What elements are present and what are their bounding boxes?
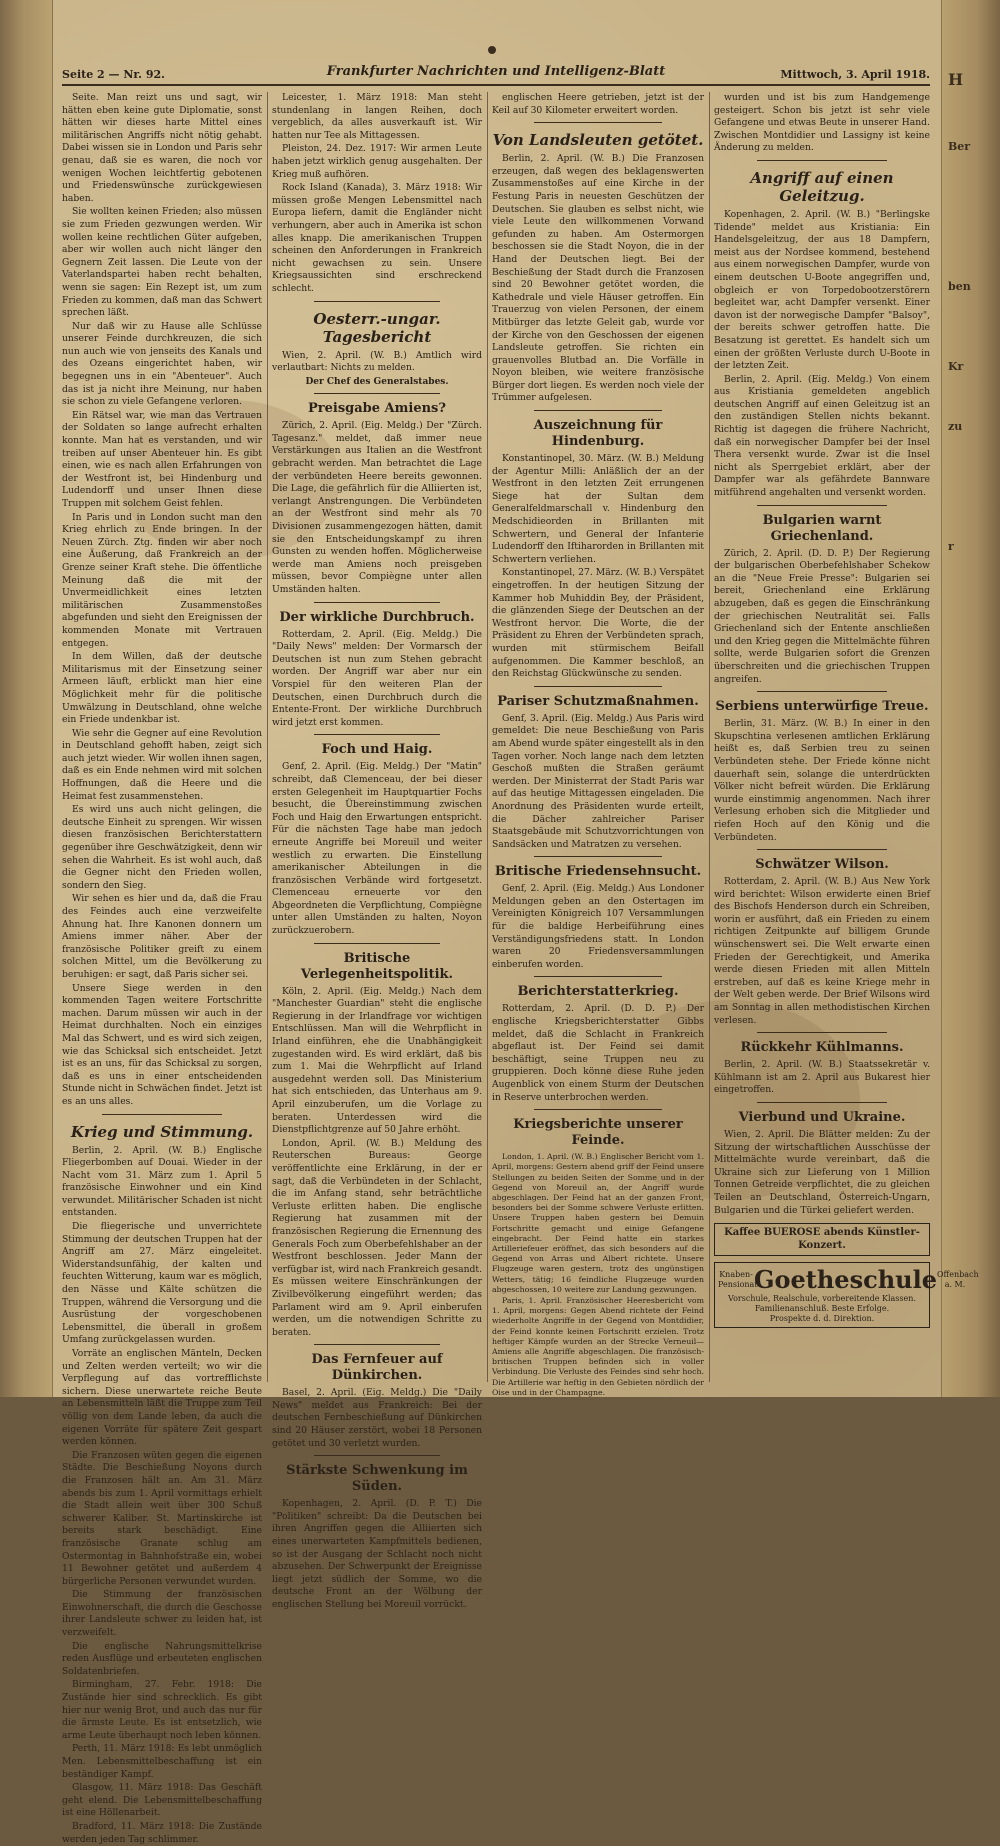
article-paragraph: In Paris und in London sucht man den Krieg ehrlich zu Ende bringen. In der Neuen Zürch. Ztg. finden wir aber noch eine Äußerung, daß Frankreich an der Grenze seiner Kraft stehe. Die öffentliche Meinung daß die mit der Unvermeidlichkeit eines letzten militärischen Zusammenstoßes abgefunden und sieht den Ereignissen der kommenden Monate mit Vertrauen entgegen. (62, 511, 262, 649)
section-rule (757, 160, 887, 161)
article-paragraph: Berlin, 31. März. (W. B.) In einer in den Skupschtina verlesenen amtlichen Erklärung heißt es, daß Serbien treu zu seinen Verbündeten stehe. Der Friede könne nicht dauerhaft sein, solange die unterdrückten Völker nicht befreit würden. Die Erklärung wurde einstimmig angenommen. Nach ihrer Verlesung erhoben sich die Mitglieder und riefen Hoch auf den König und die Verbündeten. (714, 718, 930, 843)
article-paragraph: Genf, 2. April. (Eig. Meldg.) Der "Matin" schreibt, daß Clemenceau, der bei dieser ersten Gelegenheit im Hauptquartier Fochs besucht, die Übereinstimmung zwischen Foch und Haig den Erwartungen entspricht. Für die nächsten Tage habe man jedoch erneute Angriffe bei Moreuil und weiter westlich zu erwarten. Die Einstellung amerikanischer Abteilungen in die französischen Verbände wird fortgesetzt. Clemenceau erneuerte vor den Abgeordneten die Verpflichtung, Compiègne unter allen Umständen zu halten, Noyon zurückzuerobern. (272, 761, 482, 937)
section-rule (534, 122, 661, 123)
article-paragraph: Berlin, 2. April. (W. B.) Staatssekretär v. Kühlmann ist am 2. April aus Bukarest hier eingetroffen. (714, 1059, 930, 1096)
headline: Stärkste Schwenkung im Süden. (286, 1463, 468, 1495)
article-paragraph: Seite. Man reizt uns und sagt, wir hätten eben keine gute Diplomatie, sonst hätten wir dieses harte Mittel eines militärischen Angriffs nicht nötig gehabt. Dabei wissen sie in London und Paris sehr genau, daß sie es waren, die noch vor wenigen Wochen leichtfertig gebotenen und Friedenswünsche zurückgewiesen haben. (62, 92, 262, 204)
column-divider (487, 92, 488, 1382)
binding-left-edge (0, 0, 53, 1397)
section-rule (314, 393, 440, 394)
section-rule (314, 943, 440, 944)
article-paragraph: Glasgow, 11. März 1918: Das Geschäft geht elend. Die Lebensmittelbeschaffung ist eine Höllenarbeit. (62, 1782, 262, 1819)
article-paragraph: Paris, 1. April. Französischer Heeresbericht vom 1. April, morgens: Gegen Abend richtete der Feind wiederholte Angriffe in der Gegend von Montdidier, der Feind konnte keinen Fortschritt erzielen. Trotz heftiger Kämpfe wurden an der Strecke Verneuil—Amiens alle Angriffe abgeschlagen. Die französisch-britischen Truppen befinden sich in voller Verbindung. Die Verluste des Feindes sind sehr hoch. Die Artillerie war heftig in den Gebieten nördlich der Oise und in der Champagne. (492, 1296, 704, 1397)
article-paragraph: Ein Rätsel war, wie man das Vertrauen der Soldaten so lange aufrecht erhalten konnte. Man hat es verstanden, und wir treiben auf unser Abenteuer hin. Es gibt einen, wie es nach allen Erfahrungen von der Westfront ist, bei Hindenburg und Ludendorff und unser Ihnen diese Truppen mit solchem Geist fehlen. (62, 409, 262, 509)
article-paragraph: Die fliegerische und unverrichtete Stimmung der deutschen Truppen hat der Angriff am 27. März eingeleitet. Widerstandsunfähig, der kalten und feuchten Witterung, kaum war es möglich, den Nässe und Kälte schützen die Truppen, während die Versorgung und die Ausrüstung der vorgeschobenen Lebensmittel, die überall in großem Umfang zurückgelassen wurden. (62, 1221, 262, 1346)
column-divider (709, 92, 710, 1382)
article-paragraph: Basel, 2. April. (Eig. Meldg.) Die "Daily News" meldet aus Frankreich: Bei der deutschen Fernbeschießung auf Dünkirchen sind 20 Häuser zerstört, wobei 18 Personen getötet und 30 verletzt wurden. (272, 1387, 482, 1449)
article-paragraph: Unsere Siege werden in den kommenden Tagen weitere Fortschritte machen. Darum müssen wir auch in der Heimat durchhalten. Noch ein einziges Mal das Schwert, und es wird sich zeigen, wie das Schicksal sich entscheidet. Jetzt ist es an uns, für das Schicksal zu sorgen, daß es uns in einer entscheidenden Stunde nicht in Schwächen findet. Jetzt ist es an uns alles. (62, 982, 262, 1107)
section-rule (534, 686, 661, 687)
section-rule (757, 849, 887, 850)
headline: Vierbund und Ukraine. (738, 1110, 906, 1125)
article-paragraph: Pleiston, 24. Dez. 1917: Wir armen Leute haben jetzt wirklich genug ausgehalten. Der Krieg muß aufhören. (272, 143, 482, 180)
article-paragraph: Wie sehr die Gegner auf eine Revolution in Deutschland gehofft haben, zeigt sich auch jetzt wieder. Wir wollen ihnen sagen, daß es ein Ende nehmen wird mit solchen Hoffnungen, daß die Heere und die Heimat fest zusammenstehen. (62, 727, 262, 802)
article-paragraph: Genf, 2. April. (Eig. Meldg.) Aus Londoner Meldungen geben an den Ostertagen im Vereinigten Königreich 107 Versammlungen für die baldige Herbeiführung eines Verständigungsfriedens statt. In London waren 20 Friedensversammlungen einberufen worden. (492, 883, 704, 970)
article-paragraph: Rotterdam, 2. April. (D. D. P.) Der englische Kriegsberichterstatter Gibbs meldet, daß die Schlacht in Frankreich abgeflaut ist. Der Feind sei damit beschäftigt, seine Truppen neu zu gruppieren. Doch könne diese Ruhe jeden Augenblick von einem Sturm der Deutschen in Reserve unterbrochen werden. (492, 1003, 704, 1103)
section-rule (314, 301, 440, 302)
article-paragraph: Kopenhagen, 2. April. (W. B.) "Berlingske Tidende" meldet aus Kristiania: Ein Handelsgeleitzug, der aus 18 Dampfern, meist aus der Nordsee kommend, bestehend aus einem norwegischen Dampfer, wurde von einem deutschen U-Boote angegriffen und, obgleich er von Torpedobootzerstörern begleitet war, acht Dampfer versenkt. Einer davon ist der norwegische Dampfer "Balsoy", der bereits schwer getroffen hatte. Die Besatzung ist gerettet. Es handelt sich um einen der größten Verluste durch U-Boote in der letzten Zeit. (714, 208, 930, 372)
ad-label: Knaben-Pensionat (718, 1270, 758, 1290)
article-paragraph: Kopenhagen, 2. April. (D. P. T.) Die "Politiken" schreibt: Da die Deutschen bei ihren Angriffen gegen die Alliierten sich eines unerwarteten Kampfmittels bedienen, so ist der Ausgang der Schlacht noch nicht abzusehen. Der Schwerpunkt der Ereignisse liegt jetzt südlich der Somme, wo die deutsche Front an der Wölbung der englischen Stellung bei Moreuil vorrückt. (272, 1498, 482, 1610)
article-paragraph: Zürich, 2. April. (D. D. P.) Der Regierung der bulgarischen Oberbefehlshaber Schekow an die "Neue Freie Presse": Bulgarien sei bereit, Griechenland eine Erklärung abzugeben, daß es gegen die Einschränkung der griechischen Neutralität sei. Falls Griechenland sich der Entente anschließen und den Krieg gegen die Mittelmächte führen sollte, werde Bulgarien sofort die Grenzen überschreiten und die griechischen Truppen angreifen. (714, 547, 930, 685)
article-paragraph: Sie wollten keinen Frieden; also müssen sie zum Frieden gezwungen werden. Wir wollen keine rechtlichen Güter aufgeben, aber wir wollen auch nicht länger den Gegnern Zeit lassen. Die Leute von der Vaterlandspartei haben recht behalten, wenn sie sagen: Ein Rezept ist, um zum Frieden zu kommen, daß man das Schwert sprechen läßt. (62, 206, 262, 319)
headline: Das Fernfeuer auf Dünkirchen. (311, 1352, 443, 1384)
column-3 (492, 92, 704, 1397)
headline: Oesterr.-ungar. Tagesbericht (313, 309, 441, 346)
section-rule (314, 1344, 440, 1345)
headline: Von Landsleuten getötet. (492, 131, 704, 150)
article-paragraph: Bradford, 11. März 1918: Die Zustände werden jeden Tag schlimmer. (62, 1820, 262, 1845)
article-paragraph: Leicester, 1. März 1918: Man steht stundenlang in langen Reihen, doch vergeblich, da alles ausverkauft ist. Wir hatten nur Tee als Mittagessen. (272, 92, 482, 141)
headline: Pariser Schutzmaßnahmen. (497, 693, 699, 709)
edge-fragment: Kr (948, 360, 964, 373)
ad-label: Offenbach a. M. (937, 1270, 979, 1290)
headline: Rückkehr Kühlmanns. (740, 1040, 904, 1056)
ad-line: Familienanschluß. Beste Erfolge. (754, 1304, 890, 1314)
article-paragraph: englischen Heere getrieben, jetzt ist der Keil auf 30 Kilometer erweitert worden. (492, 92, 704, 116)
article-paragraph: Nur daß wir zu Hause alle Schlüsse unserer Feinde durchkreuzen, die sich nun auch wie von jenseits des Kanals und des Ozeans eingerichtet haben, wir begegnen uns in ein "Abenteuer". Auch das ist ja nicht ihre Meinung, nur haben sie schon zu viele Gefangene verloren. (62, 320, 262, 408)
article-paragraph: Birmingham, 27. Febr. 1918: Die Zustände hier sind schrecklich. Es gibt hier nur wenig Brot, und auch das nur für die ärmste Leute. Es ist entsetzlich, wie arme Leute überhaupt noch leben können. (62, 1679, 262, 1741)
headline: Der wirkliche Durchbruch. (279, 609, 475, 625)
article-paragraph: wurden und ist bis zum Handgemenge gesteigert. Schon bis jetzt ist sehr viele Gefangene und etwas Beute in unserer Hand. Zwischen Montdidier und Lassigny ist keine Änderung zu melden. (714, 92, 930, 154)
ad-line: Vorschule, Realschule, vorbereitende Klassen. (728, 1294, 916, 1304)
section-rule (757, 1032, 887, 1033)
article-paragraph: London, April. (W. B.) Meldung des Reuterschen Bureaus: George veröffentlichte eine Erklärung, in der er sagt, daß die Verbündeten in der Schlacht, die im Anfang stand, sehr beträchtliche Verluste erlitten haben. Die englische Regierung hat zusammen mit der französischen Regierung die Ernennung des Generals Foch zum Oberbefehlshaber an der Westfront beschlossen. Jeder Mann der verfügbar ist, wird nach Frankreich gesandt. Es müssen weitere Einschränkungen der Zivilbevölkerung eingeführt werden; das Parlament wird am 9. April einberufen werden, um die notwendigen Schritte zu beraten. (272, 1137, 482, 1338)
page-number: Seite 2 — Nr. 92. (62, 68, 165, 81)
column-divider (267, 92, 268, 1382)
edge-fragment: r (948, 540, 954, 553)
section-rule (314, 1455, 440, 1456)
headline: Bulgarien warnt Griechenland. (762, 512, 882, 544)
section-rule (534, 410, 661, 411)
edge-fragment: H (948, 70, 964, 89)
section-rule (534, 1109, 661, 1110)
article-paragraph: Konstantinopel, 27. März. (W. B.) Verspätet eingetroffen. In der heutigen Sitzung der Kammer hob Muhiddin Bey, der Präsident, die glänzenden Siege der Deutschen an der Westfront hervor. Die Worte, die der Präsident zu Ehren der Verbündeten sprach, wurden mit stürmischem Beifall aufgenommen. Die Kammer beschloß, an den Reichstag Glückwünsche zu senden. (492, 567, 704, 680)
article-paragraph: Genf, 3. April. (Eig. Meldg.) Aus Paris wird gemeldet: Die neue Beschießung von Paris am Abend wurde später eingestellt als in den Tagen vorher. Noch lange nach dem letzten Geschoß mußten die Straßen geräumt werden. Der Ministerrat der Stadt Paris war auf das heutige Mittagessen eingeladen. Die Anordnung des Präsidenten wurde erteilt, die Dächer zahlreicher Pariser Staatsgebäude mit Schutzvorrichtungen von Sandsäcken und Matratzen zu versehen. (492, 712, 704, 850)
article-paragraph: Rotterdam, 2. April. (W. B.) Aus New York wird berichtet: Wilson erwiderte einen Brief des Bischofs Henderson durch ein Schreiben, worin er ausführt, daß ein Frieden zu einem richtigen Zeitpunkte auf billigem Grunde wünschenswert sei. Die Welt erwarte einen Frieden der Gerechtigkeit, und Amerika werde diesen Frieden mit allen Mitteln erstreben, auf daß es keine Kriege mehr in der Welt geben werde. Der Brief Wilsons wird am Sonntag in allen methodistischen Kirchen verlesen. (714, 876, 930, 1026)
article-paragraph: London, 1. April. (W. B.) Englischer Bericht vom 1. April, morgens: Gestern abend griff der Feind unsere Stellungen zu beiden Seiten der Somme und in der Gegend von Moreuil an, der Angriff wurde abgeschlagen. Der Feind hat an der ganzen Front, besonders bei der Somme schwere Verluste erlitten. Unsere Truppen haben gestern bei Demuin Fortschritte gemacht und einige Gefangene eingebracht. Der Feind hatte ein starkes Artilleriefeuer eröffnet, das sich besonders auf die Gegend von Arras und Albert richtete. Unsere Flugzeuge waren gestern, trotz des ungünstigen Wetters, tätig; 16 feindliche Flugzeuge wurden abgeschossen, 10 weitere zur Landung gezwungen. (492, 1152, 704, 1294)
newspaper-title: Frankfurter Nachrichten und Intelligenz-Blatt (326, 64, 666, 79)
article-paragraph: Wien, 2. April. Die Blätter melden: Zu der Sitzung der wirtschaftlichen Ausschüsse der Mittelmächte wurde vereinbart, daß die Ukraine sich zur Lieferung von 1 Million Tonnen Getreide verpflichtet, die zu gleichen Teilen an Deutschland, Österreich-Ungarn, Bulgarien und die Türkei geliefert werden. (714, 1129, 930, 1216)
headline: Angriff auf einen Geleitzug. (750, 168, 894, 205)
column-4 (714, 92, 979, 1382)
article-paragraph: Rock Island (Kanada), 3. März 1918: Wir müssen große Mengen Lebensmittel nach Europa liefern, damit die Engländer nicht verhungern, aber auch in Amerika ist schon alles knapp. Die amerikanischen Truppen scheinen den Anforderungen in Frankreich nicht gewachsen zu sein. Unsere Kriegsaussichten sind erschreckend schlecht. (272, 182, 482, 294)
headline: Britische Verlegenheitspolitik. (300, 950, 454, 982)
article-paragraph: Berlin, 2. April. (Eig. Meldg.) Von einem aus Kristiania gemeldeten angeblich deutschen Angriff auf einen Geleitzug ist an den zuständigen Stellen nichts bekannt. Richtig ist dagegen die frühere Nachricht, daß ein norwegischer Dampfer bei der Insel Thera versenkt wurde. Zwar ist die Insel nicht als Sperrgebiet erklärt, aber der Dampfer war als gefährdete Bannware mitführend angehalten und versenkt worden. (714, 373, 930, 499)
edge-fragment: zu (948, 420, 963, 433)
section-rule (757, 691, 887, 692)
section-rule (314, 602, 440, 603)
headline: Kriegsberichte unserer Feinde. (513, 1117, 683, 1149)
article-paragraph: Köln, 2. April. (Eig. Meldg.) Nach dem "Manchester Guardian" steht die englische Regierung in der Irlandfrage vor wichtigen Entschlüssen. Man will die Wehrpflicht in Irland einführen, ehe die Unabhängigkeit zugestanden wird. Es wird erklärt, daß bis zum 1. Mai die Wehrpflicht auf Irland ausgedehnt werden soll. Das Ministerium hat sich entschieden, das Unterhaus am 9. April einzuberufen, um die Vorlage zu beraten. Unterdessen wird die Dienstpflichtgrenze auf 50 Jahre erhöht. (272, 985, 482, 1136)
column-1 (62, 92, 262, 1845)
article-paragraph: Wien, 2. April. (W. B.) Amtlich wird verlautbart: Nichts zu melden. (272, 349, 482, 374)
headline: Preisgabe Amiens? (308, 401, 446, 417)
section-rule (314, 734, 440, 735)
section-rule (102, 1114, 222, 1115)
section-rule (534, 976, 661, 977)
article-paragraph: Berlin, 2. April. (W. B.) Die Franzosen erzeugen, daß wegen des beklagenswerten Zusammenstoßes auf eine Kirche in der Festung Paris in neuesten Geschützen der Deutschen. Sie glauben es selbst nicht, wie viele Leute den willkommenen Vorwand gefunden zu haben. Am Ostermorgen beschossen sie die Stadt Noyon, die in der Hand der Deutschen liegt. Bei der Beschießung der Stadt durch die Franzosen sind 20 Bewohner getötet worden, die Kathedrale und viele Häuser getroffen. Ein Trauerzug von vielen Personen, der einem Mitbürger das letzte Geleit gab, wurde vor der Kirche von den Geschossen der eigenen Landsleute getroffen. Sie richten ein grauenvolles Blutbad an. Die Vorfälle in Noyon bleiben, wie weitere französische Bürger dort liegen. Es werden noch viele der Trümmer aufgelesen. (492, 153, 704, 404)
binding-right-edge (941, 0, 1000, 1397)
article-paragraph: Zürich, 2. April. (Eig. Meldg.) Der "Zürch. Tagesanz." meldet, daß immer neue Verstärkungen aus Italien an die Westfront gebracht werden. Man betrachtet die Lage der verbündeten Heere bereits gewonnen. Die Lage, die gefährlich für die Alliierten ist, verlangt Anstrengungen. Die Verbündeten an der Westfront sind mehr als 70 Divisionen zusammengezogen hätten, damit sie den Entscheidungskampf zu ihren Gunsten zu wenden hoffen. Möglicherweise werde man Amiens noch preisgeben müssen, bevor Compiègne unter allen Umständen halten. (272, 420, 482, 595)
ad-line: Prospekte d. d. Direktion. (769, 1314, 875, 1324)
section-rule (757, 505, 887, 506)
advertisement-cafe: Kaffee BUEROSE abends Künstler-Konzert. (714, 1223, 930, 1256)
headline: Auszeichnung für Hindenburg. (533, 418, 663, 450)
article-paragraph: Die englische Nahrungsmittelkrise reden Ausflüge und erbeuteten englischen Soldatenbriefen. (62, 1640, 262, 1677)
headline: Foch und Haig. (321, 742, 433, 758)
punch-hole (488, 46, 496, 54)
article-paragraph: Es wird uns auch nicht gelingen, die deutsche Einheit zu sprengen. Wir wissen diesen französischen Berichterstattern gegenüber ihre Geschwätzigkeit, denn wir sehen die Wahrheit. Es ist wohl auch, daß die Gegner nicht den Frieden wollen, sondern den Sieg. (62, 804, 262, 891)
issue-date: Mittwoch, 3. April 1918. (780, 68, 930, 81)
masthead (62, 62, 930, 86)
article-paragraph: Konstantinopel, 30. März. (W. B.) Meldung der Agentur Milli: Anläßlich der an der Westfront in den letzten Zeit errungenen Siege hat der Sultan dem Generalfeldmarschall v. Hindenburg den Medschidieorden in Brillanten mit Schwertern, und General der Infanterie Ludendorff den Iftiharorden in Brillanten mit Schwertern verliehen. (492, 453, 704, 565)
column-2 (272, 92, 482, 1610)
article-paragraph: Berlin, 2. April. (W. B.) Englische Fliegerbomben auf Douai. Wieder in der Nacht vom 31. März zum 1. April 5 französische Einwohner und ein Kind verwundet. Militärischer Schaden ist nicht entstanden. (62, 1144, 262, 1219)
advertisement-school (714, 1262, 979, 1328)
headline: Serbiens unterwürfige Treue. (715, 699, 929, 715)
section-rule (757, 1102, 887, 1103)
headline: Schwätzer Wilson. (755, 857, 889, 873)
article-paragraph: Die Franzosen wüten gegen die eigenen Städte. Die Beschießung Noyons durch die Franzosen hält an. Am 31. März abends bis zum 1. April vormittags erhielt die Stadt allein weit über 300 Schuß schwerer Kaliber. St. Martinskirche ist bereits stark beschädigt. Eine französische Granate schlug am Ostermontag in Bahnhofstraße ein, wobei 11 Bewohner getötet und außerdem 4 bürgerliche Personen verwundet wurden. (62, 1449, 262, 1587)
article-paragraph: Vorräte an englischen Mänteln, Decken und Zelten werden verteilt; wo wir die Verpflegung auf das vortrefflichste sichern. Diese unerwartete reiche Beute an Lebensmitteln läßt die Truppe zum Teil völlig von dem Lande leben, da auch die eigenen Vorräte für spätere Zeit gespart werden können. (62, 1348, 262, 1448)
article-paragraph: Perth, 11. März 1918: Es lebt unmöglich Men. Lebensmittelbeschaffung ist ein beständiger Kampf. (62, 1743, 262, 1780)
article-paragraph: Die Stimmung der französischen Einwohnerschaft, die durch die Geschosse ihrer Landsleute schwer zu leiden hat, ist verzweifelt. (62, 1589, 262, 1639)
article-paragraph: In dem Willen, daß der deutsche Militarismus mit der Einsetzung seiner Armeen läuft, erblickt man hier eine Möglichkeit mehr für die politische Umwälzung in Deutschland, ohne welche ein Friede undenkbar ist. (62, 651, 262, 726)
edge-fragment: ben (948, 280, 971, 293)
ad-school-name: Goetheschule (754, 1265, 937, 1295)
headline: Krieg und Stimmung. (70, 1122, 254, 1141)
headline: Britische Friedensehnsucht. (494, 864, 702, 880)
article-paragraph: Rotterdam, 2. April. (Eig. Meldg.) Die "Daily News" melden: Der Vormarsch der Deutschen ist nun zum Stehen gebracht worden. Der Angriff war aber nur ein Vorspiel für den weiteren Plan der Deutschen, einen Durchbruch durch die Entente-Front. Der wirkliche Durchbruch wird jetzt erst kommen. (272, 628, 482, 728)
headline: Berichterstatterkrieg. (517, 984, 679, 1000)
section-rule (534, 856, 661, 857)
article-paragraph: Wir sehen es hier und da, daß die Frau des Feindes auch eine verzweifelte Ahnung hat. Ihre Kanonen donnern um Amiens immer näher. Aber der französische Politiker greift zu einem solchen Mittel, um die Bevölkerung zu beruhigen: er sagt, daß Paris sicher sei. (62, 893, 262, 980)
article-signature: Der Chef des Generalstabes. (305, 376, 449, 387)
edge-fragment: Ber (948, 140, 971, 153)
